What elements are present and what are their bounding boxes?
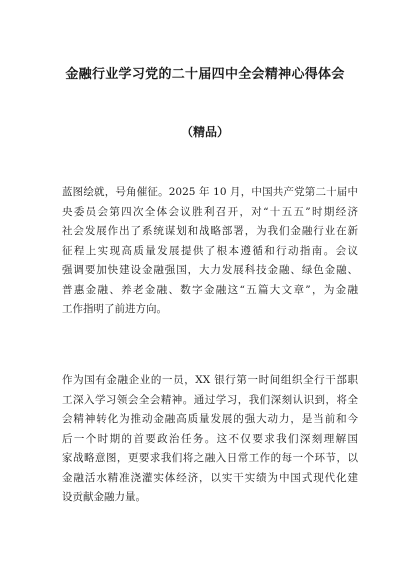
paragraph-line: 金融活水精准浇灌实体经济，以实干实绩为中国式现代化建	[62, 471, 358, 484]
paragraph-line: 作为国有金融企业的一员，XX 银行第一时间组织全行干部职	[62, 374, 358, 386]
document-title: 金融行业学习党的二十届四中全会精神心得体会	[65, 67, 345, 82]
paragraph-line: 设贡献金融力量。	[62, 491, 146, 503]
paragraph-1	[62, 183, 358, 320]
document-subtitle: （精品）	[180, 125, 229, 139]
paragraph-line: 社会发展作出了系统谋划和战略部署，为我们金融行业在新	[62, 225, 358, 237]
paragraph-line: 央委员会第四次全体会议胜利召开，对“十五五”时期经济	[62, 205, 358, 218]
paragraph-line: 工深入学习领会全会精神。通过学习，我们深刻认识到，将全	[62, 393, 358, 406]
paragraph-line: 后一个时期的首要政治任务。这不仅要求我们深刻理解国	[62, 432, 358, 445]
paragraph-line: 蓝图绘就，号角催征。2025 年 10 月，中国共产党第二十届中	[62, 186, 358, 198]
paragraph-2	[62, 371, 358, 508]
paragraph-line: 征程上实现高质量发展提供了根本遵循和行动指南。会议	[62, 244, 358, 257]
paragraph-line: 会精神转化为推动金融高质量发展的强大动力，是当前和今	[62, 413, 358, 425]
paragraph-line: 家战略意图，更要求我们将之融入日常工作的每一个环节，以	[62, 452, 358, 464]
paragraph-line: 普惠金融、养老金融、数字金融这“五篇大文章”，为金融	[62, 283, 358, 296]
paragraph-line: 工作指明了前进方向。	[62, 303, 167, 315]
paragraph-line: 强调要加快建设金融强国，大力发展科技金融、绿色金融、	[62, 264, 358, 276]
